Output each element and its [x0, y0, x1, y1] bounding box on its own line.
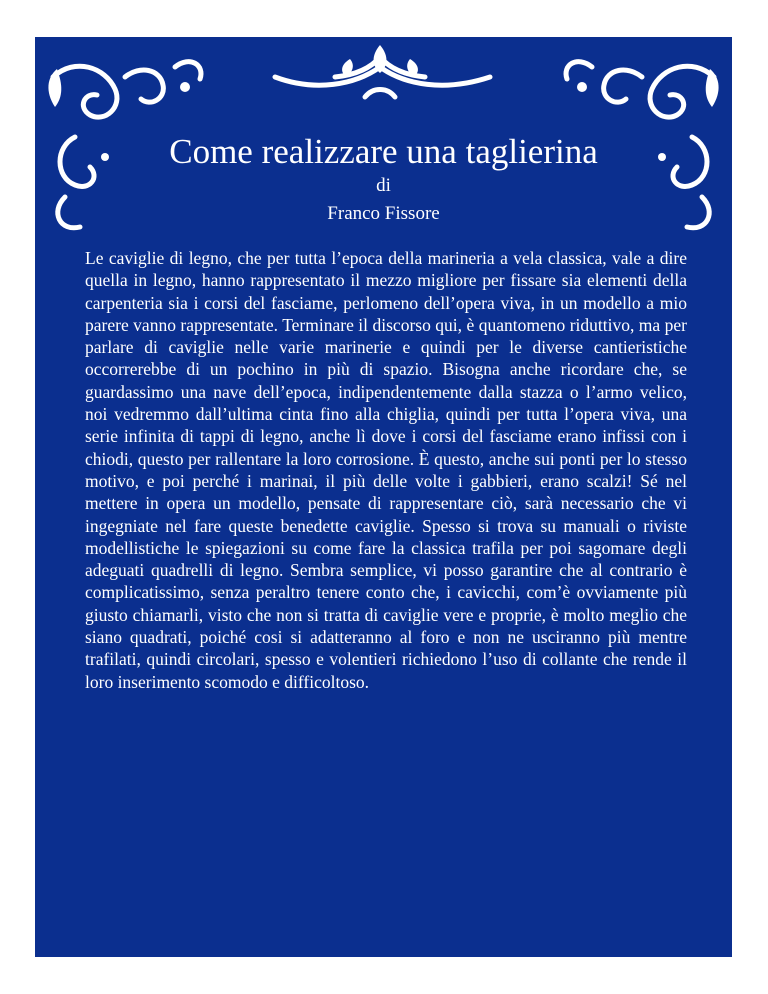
- document-page: [35, 37, 732, 957]
- byline: di: [376, 175, 391, 196]
- document-title: Come realizzare una taglierina: [169, 132, 598, 171]
- author-name: Franco Fissore: [327, 203, 440, 224]
- body-paragraph: Le caviglie di legno, che per tutta l’epoca della marineria a vela classica, vale a dire quella in legno, hanno rappresentato il mezzo migliore per fissare sia elementi della carpenteria sia i corsi del fasciame, perlomeno dell’opera viva, in un modello a mio parere vanno rappresentate. Terminare il discorso qui, è quantomeno riduttivo, ma per parlare di caviglie nelle varie marinerie e quindi per le diverse cantieristiche occorrerebbe di un pochino in più di spazio. Bisogna anche ricordare che, se guardassimo una nave dell’epoca, indipendentemente dalla stazza o l’armo velico, noi vedremmo dall’ultima cinta fino alla chiglia, quindi per tutta l’opera viva, una serie infinita di tappi di legno, anche lì dove i corsi del fasciame erano infissi con i chiodi, questo per rallentare la loro corrosione. È questo, anche sui ponti per lo stesso motivo, e poi perché i marinai, il più delle volte i gabbieri, erano scalzi! Sé nel mettere in opera un modello, pensate di rappresentare ciò, sarà necessario che vi ingegniate nel fare queste benedette caviglie. Spesso si trova su manuali o riviste modellistiche le spiegazioni su come fare la classica trafila per poi sagomare degli adeguati quadrelli di legno. Sembra semplice, vi posso garantire che al contrario è complicatissimo, senza peraltro tenere conto che, i cavicchi, com’è ovviamente più giusto chiamarli, visto che non si tratta di caviglie vere e proprie, è molto meglio che siano quadrati, poiché cosi si adatteranno al foro e non ne usciranno più mentre trafilati, quindi circolari, spesso e volentieri richiedono l’uso di collante che rende il loro inserimento scomodo e difficoltoso.: [85, 248, 687, 692]
